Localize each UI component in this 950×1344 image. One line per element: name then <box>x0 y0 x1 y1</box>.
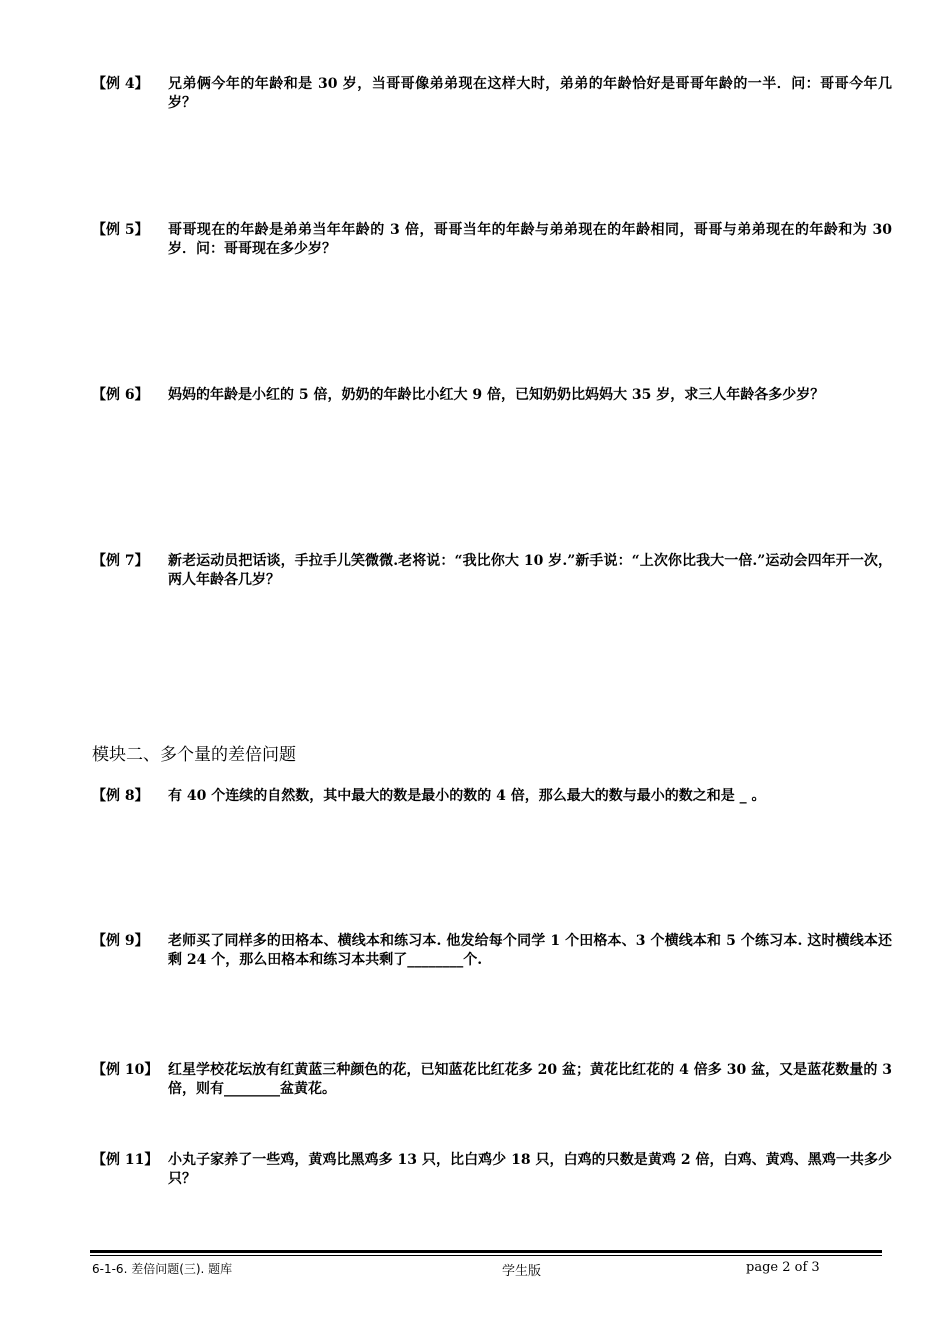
section-title: 模块二、多个量的差倍问题 <box>92 745 296 765</box>
example-text: 小丸子家养了一些鸡，黄鸡比黑鸡多 13 只，比白鸡少 18 只，白鸡的只数是黄鸡 2 倍，白鸡、黄鸡、黑鸡一共多少只？ <box>168 1152 892 1187</box>
example-11 <box>92 1151 892 1189</box>
footer-divider-thick <box>90 1250 882 1253</box>
example-label: 【例 7】 <box>92 553 149 569</box>
footer-divider-thin <box>90 1255 882 1256</box>
example-text: 有 40 个连续的自然数，其中最大的数是最小的数的 4 倍，那么最大的数与最小的数之和是 _ 。 <box>168 788 766 804</box>
example-9 <box>92 932 892 970</box>
example-label: 【例 5】 <box>92 222 149 238</box>
example-text: 新老运动员把话谈，手拉手儿笑微微.老将说：“我比你大 10 岁.”新手说：“上次你比我大一倍.”运动会四年开一次，两人年龄各几岁？ <box>168 553 892 588</box>
footer-edition: 学生版 <box>502 1264 542 1279</box>
example-label: 【例 6】 <box>92 387 149 403</box>
example-text: 老师买了同样多的田格本、横线本和练习本. 他发给每个同学 1 个田格本、3 个横线本和 5 个练习本. 这时横线本还剩 24 个，那么田格本和练习本共剩了________个. <box>168 933 892 968</box>
example-text: 红星学校花坛放有红黄蓝三种颜色的花，已知蓝花比红花多 20 盆；黄花比红花的 4 倍多 30 盆，又是蓝花数量的 3 倍，则有________盆黄花。 <box>168 1062 892 1097</box>
example-text: 哥哥现在的年龄是弟弟当年年龄的 3 倍，哥哥当年的年龄与弟弟现在的年龄相同，哥哥与弟弟现在的年龄和为 30 岁．问：哥哥现在多少岁？ <box>168 222 892 257</box>
footer-document-id: 6-1-6. 差倍问题(三). 题库 <box>92 1262 233 1276</box>
example-label: 【例 9】 <box>92 933 149 949</box>
example-label: 【例 4】 <box>92 76 149 92</box>
example-text: 兄弟俩今年的年龄和是 30 岁，当哥哥像弟弟现在这样大时，弟弟的年龄恰好是哥哥年龄的一半．问：哥哥今年几岁？ <box>168 76 892 111</box>
example-8 <box>92 787 892 806</box>
example-label: 【例 10】 <box>92 1062 159 1078</box>
example-text: 妈妈的年龄是小红的 5 倍，奶奶的年龄比小红大 9 倍，已知奶奶比妈妈大 35 岁，求三人年龄各多少岁？ <box>168 387 825 403</box>
footer-page-number: page 2 of 3 <box>746 1260 820 1275</box>
example-label: 【例 8】 <box>92 788 149 804</box>
example-10 <box>92 1061 892 1099</box>
example-label: 【例 11】 <box>92 1152 159 1168</box>
example-4 <box>92 75 892 113</box>
example-6 <box>92 386 892 405</box>
example-5 <box>92 221 892 259</box>
example-7 <box>92 552 892 590</box>
